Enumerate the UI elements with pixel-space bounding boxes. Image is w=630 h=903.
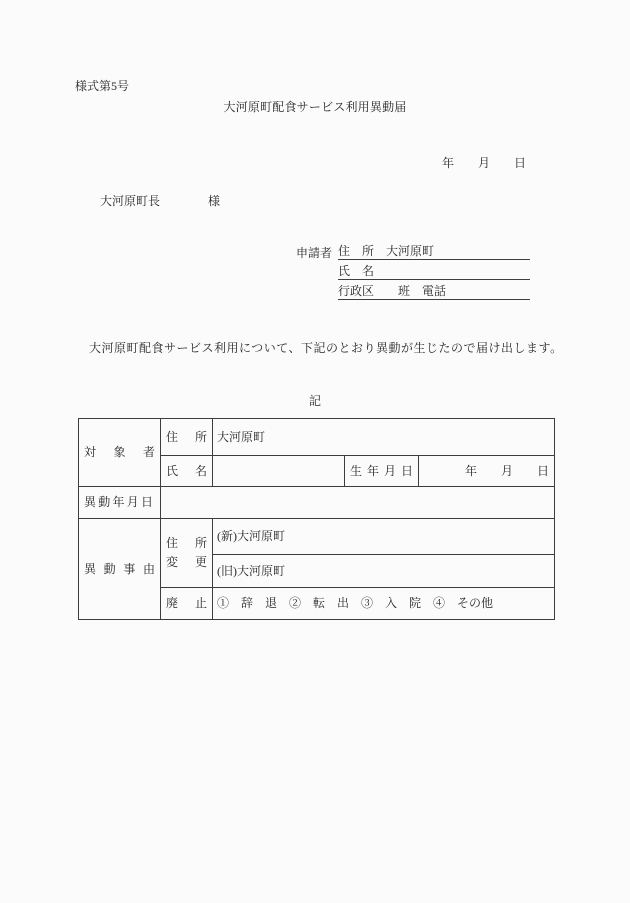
change-reason-label-cell: 異動事由 xyxy=(79,519,161,620)
birthdate-label-cell: 生年月日 xyxy=(345,456,419,487)
birthdate-value-cell: 年 月 日 xyxy=(419,456,555,487)
address-change-label-cell xyxy=(161,519,213,588)
applicant-fields xyxy=(338,240,530,300)
subject-name-value-cell xyxy=(213,456,345,487)
document-title: 大河原町配食サービス利用異動届 xyxy=(223,100,407,114)
address-change-label-line2: 変 更 xyxy=(166,555,207,569)
applicant-name-field: 氏 名 xyxy=(338,260,530,280)
section-mark: 記 xyxy=(308,394,321,408)
table-row xyxy=(79,519,555,555)
subject-name-label-cell: 氏 名 xyxy=(161,456,213,487)
date-line: 年 月 日 xyxy=(442,156,527,170)
applicant-address-field: 住 所 大河原町 xyxy=(338,240,530,260)
subject-label-cell: 対 象 者 xyxy=(79,419,161,487)
abolition-options-cell: ① 辞 退 ② 転 出 ③ 入 院 ④ その他 xyxy=(213,588,555,620)
change-notification-table xyxy=(78,418,555,620)
old-address-value-cell: (旧)大河原町 xyxy=(213,555,555,588)
change-date-value-cell xyxy=(161,487,555,519)
new-address-value-cell: (新)大河原町 xyxy=(213,519,555,555)
table-row xyxy=(79,419,555,456)
addressee-line: 大河原町長 様 xyxy=(100,194,221,208)
change-date-label-cell: 異動年月日 xyxy=(79,487,161,519)
abolition-label-cell: 廃 止 xyxy=(161,588,213,620)
applicant-label: 申請者 xyxy=(296,246,333,260)
subject-address-value-cell: 大河原町 xyxy=(213,419,555,456)
body-text: 大河原町配食サービス利用について、下記のとおり異動が生じたので届け出します。 xyxy=(89,341,563,355)
subject-address-label-cell: 住 所 xyxy=(161,419,213,456)
form-number: 様式第5号 xyxy=(75,79,130,93)
table-row xyxy=(79,487,555,519)
address-change-label-line1: 住 所 xyxy=(166,536,207,550)
applicant-district-field: 行政区 班 電話 xyxy=(338,280,530,300)
